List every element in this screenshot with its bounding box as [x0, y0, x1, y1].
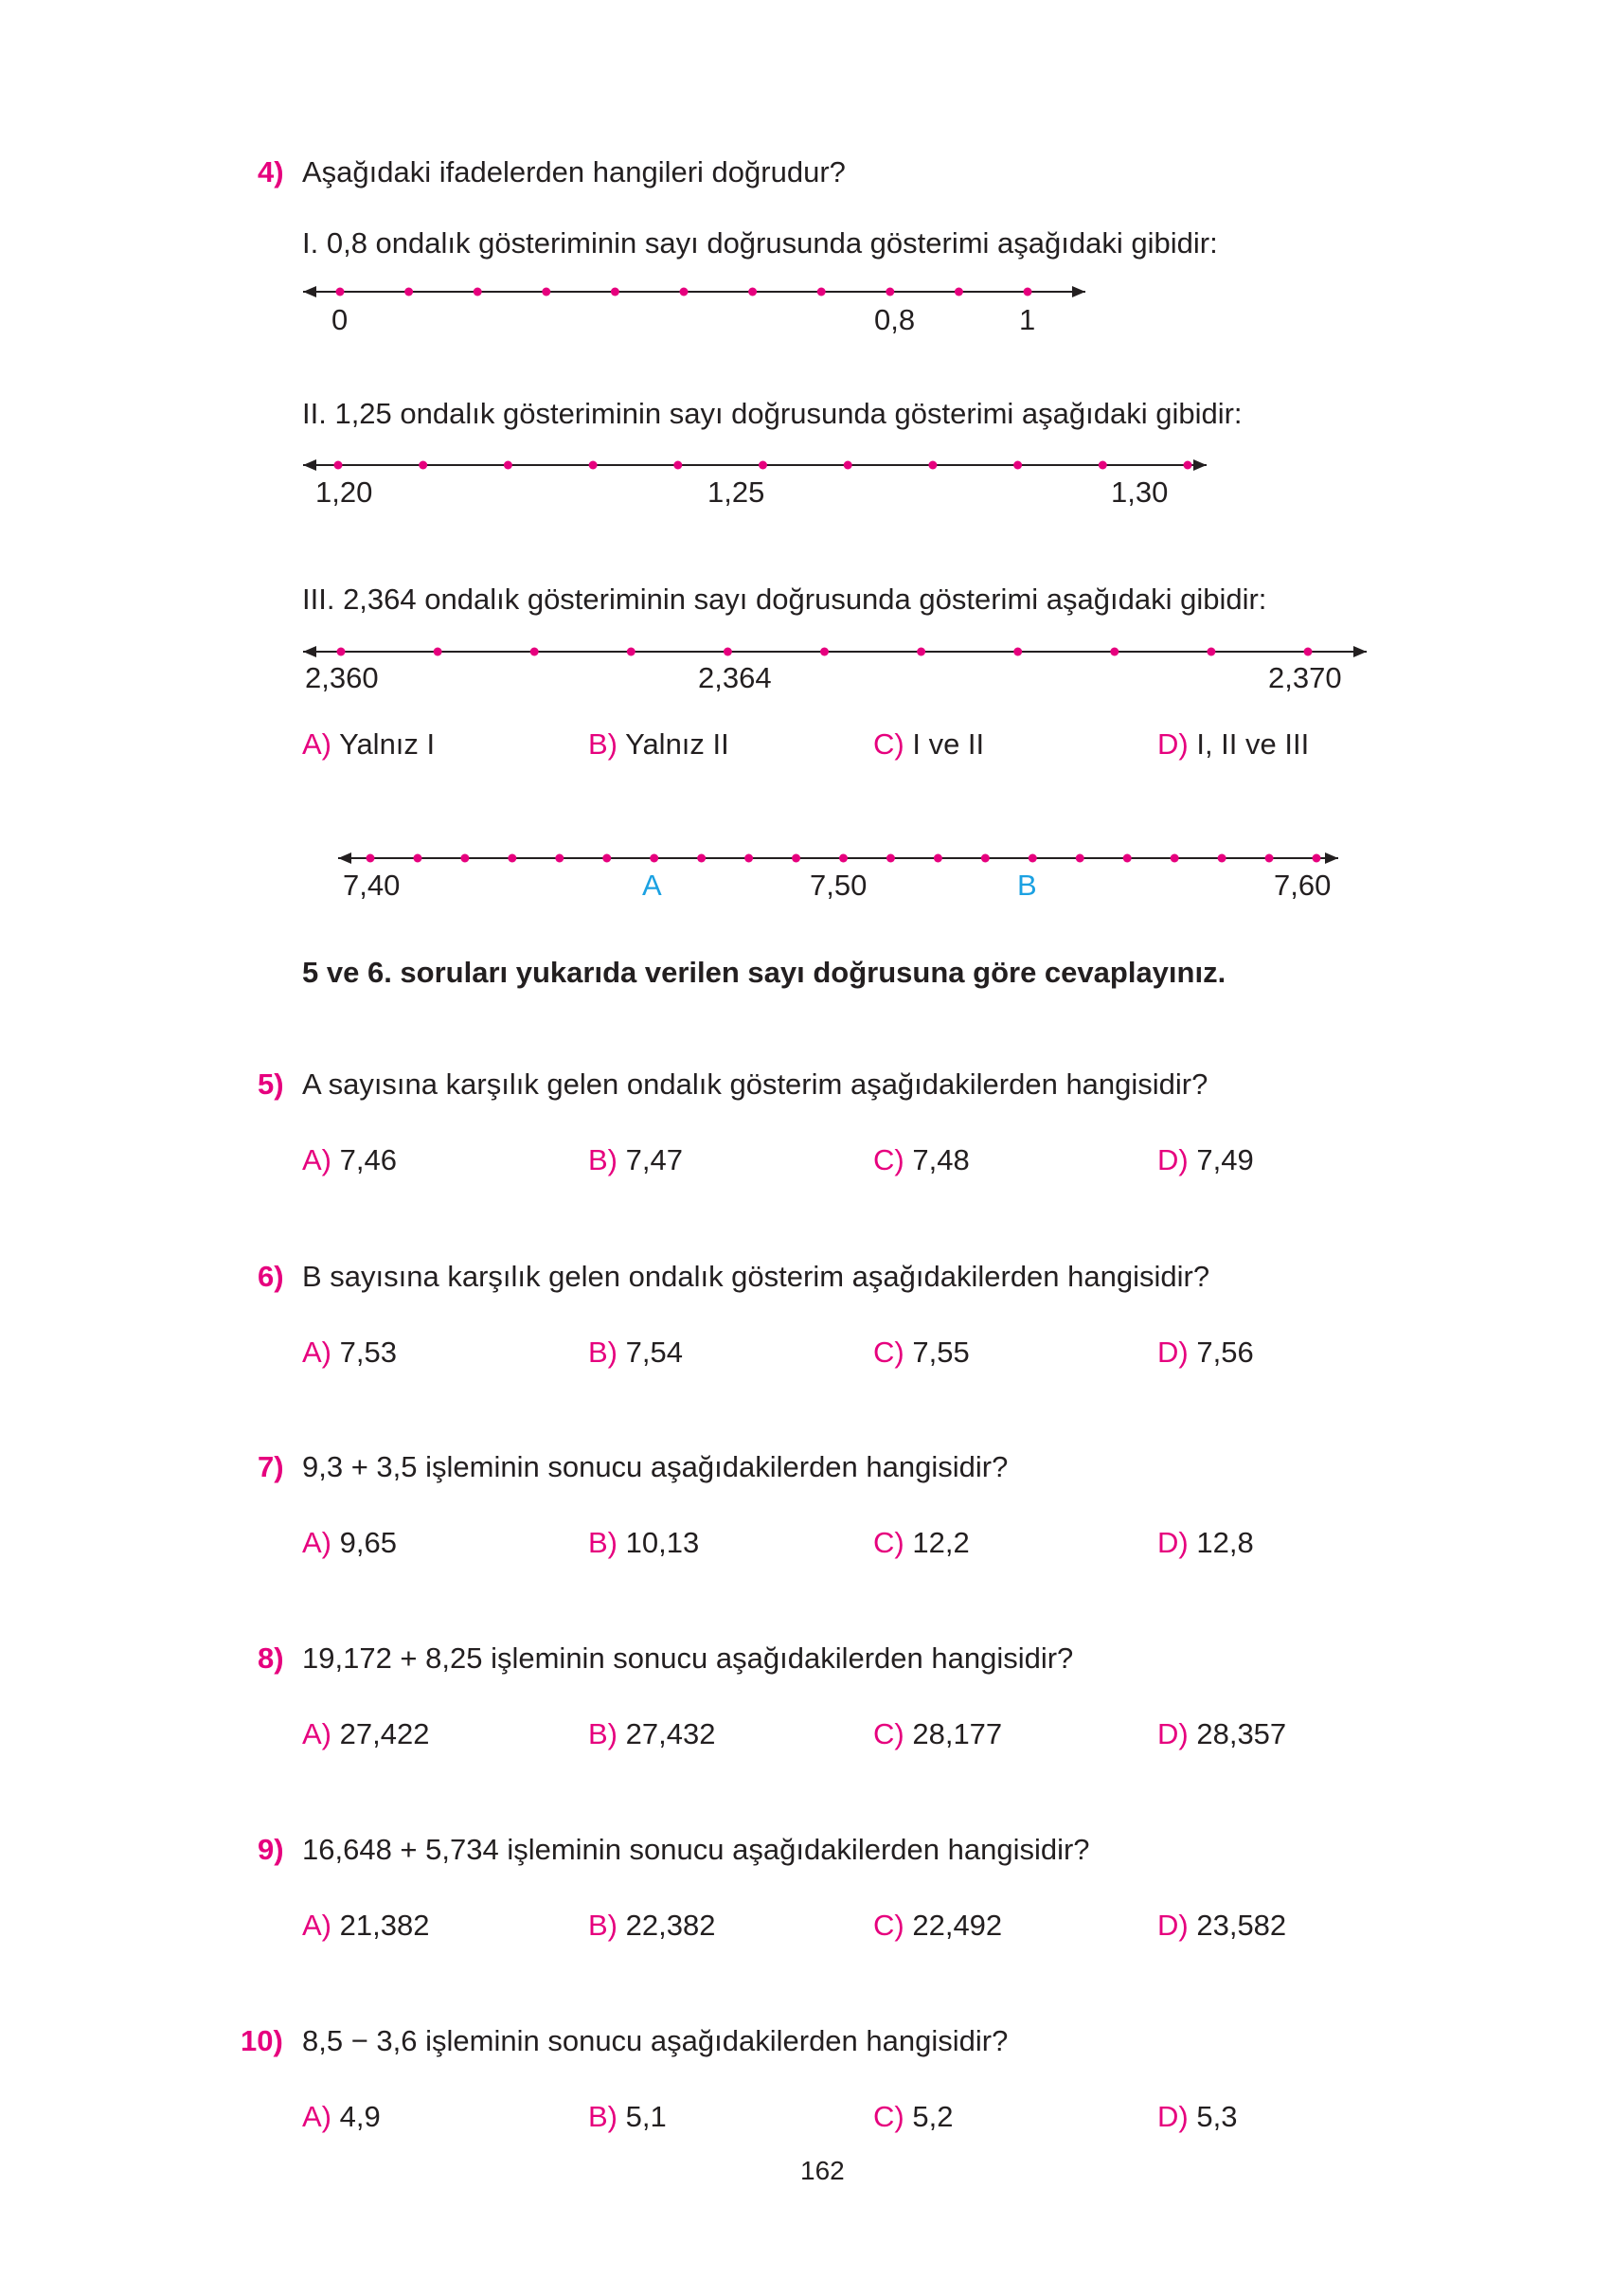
tick-dot [1024, 288, 1032, 296]
option-c[interactable]: C) 22,492 [873, 1909, 1003, 1942]
tick-dot [839, 854, 848, 863]
tick-label: 1,20 [315, 475, 373, 509]
arrow-head [338, 852, 351, 864]
tick-dot [981, 854, 990, 863]
tick-label: 1 [1019, 303, 1036, 336]
tick-label: 2,370 [1268, 661, 1342, 694]
arrow-head [303, 286, 316, 297]
tick-dot [928, 461, 937, 470]
question-number: 5) [258, 1067, 284, 1101]
tick-dot [680, 288, 689, 296]
option-d[interactable]: D) I, II ve III [1157, 727, 1310, 761]
tick-label: 0 [331, 303, 349, 336]
page-number: 162 [800, 2156, 845, 2185]
option-a[interactable]: A) 4,9 [302, 2100, 381, 2133]
tick-dot [759, 461, 767, 470]
tick-dot [1207, 648, 1215, 656]
tick-dot [337, 648, 346, 656]
tick-dot [504, 461, 512, 470]
tick-dot [413, 854, 421, 863]
question-text: 8,5 − 3,6 işleminin sonucu aşağıdakilerden hangisidir? [302, 2024, 1009, 2057]
tick-dot [1304, 648, 1313, 656]
tick-label: 7,40 [343, 869, 401, 902]
question-text: B sayısına karşılık gelen ondalık gösterim aşağıdakilerden hangisidir? [302, 1260, 1210, 1293]
statement-3: III. 2,364 ondalık gösteriminin sayı doğrusunda gösterimi aşağıdaki gibidir: [302, 583, 1267, 616]
option-d[interactable]: D) 23,582 [1157, 1909, 1287, 1942]
tick-dot [817, 288, 826, 296]
point-a-label: A [642, 869, 662, 902]
option-a[interactable]: A) Yalnız I [302, 727, 436, 761]
tick-dot [434, 648, 442, 656]
option-b[interactable]: B) 7,54 [588, 1336, 683, 1369]
tick-dot [917, 648, 925, 656]
option-d[interactable]: D) 5,3 [1157, 2100, 1238, 2133]
tick-dot [748, 288, 757, 296]
arrow-head [1325, 852, 1338, 864]
tick-dot [1184, 461, 1192, 470]
number-line-3 [303, 646, 1367, 657]
option-b[interactable]: B) 27,432 [588, 1717, 716, 1750]
option-c[interactable]: C) 5,2 [873, 2100, 954, 2133]
tick-dot [367, 854, 375, 863]
option-b[interactable]: B) 10,13 [588, 1526, 700, 1559]
tick-dot [460, 854, 469, 863]
number-line-1 [303, 286, 1085, 297]
question-text: 19,172 + 8,25 işleminin sonucu aşağıdakilerden hangisidir? [302, 1641, 1074, 1675]
option-c[interactable]: C) I ve II [873, 727, 985, 761]
option-a[interactable]: A) 21,382 [302, 1909, 430, 1942]
tick-dot [1265, 854, 1274, 863]
question-text: 16,648 + 5,734 işleminin sonucu aşağıdakilerden hangisidir? [302, 1833, 1090, 1866]
tick-dot [530, 648, 539, 656]
question-number: 6) [258, 1260, 284, 1293]
option-b[interactable]: B) 7,47 [588, 1143, 683, 1176]
arrow-head [1193, 459, 1207, 471]
tick-label: 1,30 [1111, 475, 1169, 509]
tick-dot [542, 288, 550, 296]
tick-dot [844, 461, 852, 470]
question-number: 7) [258, 1450, 284, 1483]
question-text: A sayısına karşılık gelen ondalık gösterim aşağıdakilerden hangisidir? [302, 1067, 1208, 1101]
option-c[interactable]: C) 7,55 [873, 1336, 970, 1369]
tick-dot [508, 854, 516, 863]
tick-dot [336, 288, 345, 296]
number-line-2 [303, 459, 1207, 471]
option-d[interactable]: D) 28,357 [1157, 1717, 1287, 1750]
tick-dot [1110, 648, 1119, 656]
tick-dot [792, 854, 800, 863]
question-number: 8) [258, 1641, 284, 1675]
tick-label: 1,25 [707, 475, 765, 509]
tick-dot [1171, 854, 1179, 863]
question-number: 4) [258, 155, 284, 188]
tick-dot [955, 288, 963, 296]
question-number: 9) [258, 1833, 284, 1866]
arrow-head [1072, 286, 1085, 297]
question-text: 9,3 + 3,5 işleminin sonucu aşağıdakilerden hangisidir? [302, 1450, 1009, 1483]
option-a[interactable]: A) 9,65 [302, 1526, 397, 1559]
tick-dot [555, 854, 564, 863]
tick-dot [886, 854, 895, 863]
tick-dot [697, 854, 706, 863]
tick-label: 7,60 [1274, 869, 1332, 902]
tick-label: 2,360 [305, 661, 379, 694]
tick-dot [1099, 461, 1107, 470]
option-d[interactable]: D) 7,56 [1157, 1336, 1254, 1369]
arrow-head [1353, 646, 1367, 657]
option-a[interactable]: A) 27,422 [302, 1717, 430, 1750]
tick-dot [673, 461, 682, 470]
tick-dot [1218, 854, 1226, 863]
tick-dot [820, 648, 829, 656]
tick-dot [419, 461, 427, 470]
tick-dot [1123, 854, 1132, 863]
point-b-label: B [1017, 869, 1037, 902]
tick-dot [1029, 854, 1037, 863]
tick-dot [1313, 854, 1321, 863]
option-d[interactable]: D) 12,8 [1157, 1526, 1254, 1559]
tick-label: 0,8 [874, 303, 916, 336]
tick-dot [334, 461, 343, 470]
number-line-shared [338, 852, 1338, 864]
tick-dot [474, 288, 482, 296]
tick-dot [650, 854, 658, 863]
tick-dot [602, 854, 611, 863]
option-a[interactable]: A) 7,53 [302, 1336, 397, 1369]
tick-dot [627, 648, 635, 656]
arrow-head [303, 459, 316, 471]
question-number: 10) [241, 2024, 283, 2057]
statement-1: I. 0,8 ondalık gösteriminin sayı doğrusunda gösterimi aşağıdaki gibidir: [302, 226, 1218, 260]
tick-dot [934, 854, 942, 863]
option-d[interactable]: D) 7,49 [1157, 1143, 1254, 1176]
tick-dot [1013, 648, 1022, 656]
tick-dot [589, 461, 598, 470]
option-a[interactable]: A) 7,46 [302, 1143, 397, 1176]
statement-2: II. 1,25 ondalık gösteriminin sayı doğrusunda gösterimi aşağıdaki gibidir: [302, 397, 1243, 430]
option-c[interactable]: C) 7,48 [873, 1143, 970, 1176]
option-b[interactable]: B) Yalnız II [588, 727, 729, 761]
tick-dot [611, 288, 619, 296]
tick-label: 2,364 [698, 661, 772, 694]
tick-label: 7,50 [810, 869, 868, 902]
tick-dot [1076, 854, 1084, 863]
tick-dot [724, 648, 732, 656]
option-c[interactable]: C) 12,2 [873, 1526, 970, 1559]
arrow-head [303, 646, 316, 657]
tick-dot [404, 288, 413, 296]
option-b[interactable]: B) 5,1 [588, 2100, 667, 2133]
tick-dot [744, 854, 753, 863]
tick-dot [886, 288, 894, 296]
tick-dot [1013, 461, 1022, 470]
instruction: 5 ve 6. soruları yukarıda verilen sayı doğrusuna göre cevaplayınız. [302, 956, 1226, 989]
option-b[interactable]: B) 22,382 [588, 1909, 716, 1942]
question-text: Aşağıdaki ifadelerden hangileri doğrudur? [302, 155, 846, 188]
option-c[interactable]: C) 28,177 [873, 1717, 1003, 1750]
